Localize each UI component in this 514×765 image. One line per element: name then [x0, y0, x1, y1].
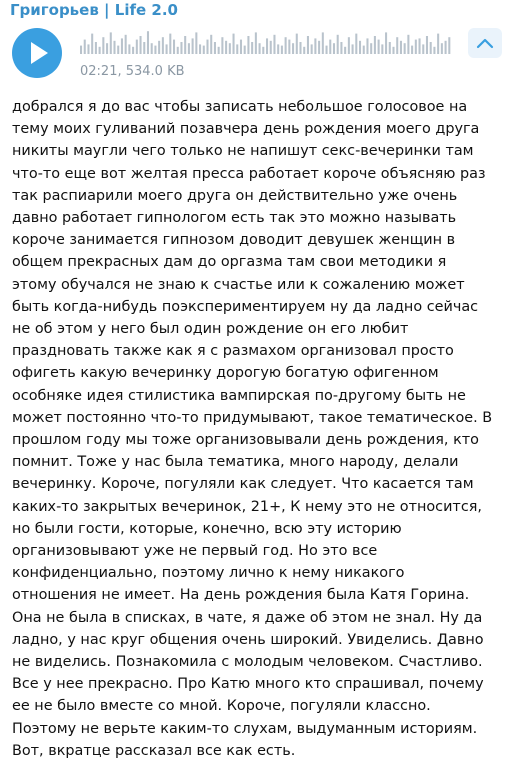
waveform-bar — [125, 35, 127, 54]
waveform-bar — [143, 42, 145, 54]
waveform-bar — [236, 44, 238, 54]
waveform-bar — [389, 42, 391, 54]
transcript-line: тему моих гуливаний позавчера день рождения моего друга — [12, 121, 480, 138]
waveform-bar — [218, 47, 220, 54]
waveform-bar — [396, 37, 398, 54]
waveform-bar — [169, 34, 171, 54]
waveform-bar — [348, 37, 350, 54]
voice-size: 534.0 KB — [125, 64, 185, 79]
waveform-bar — [404, 43, 406, 54]
waveform-bar — [162, 37, 164, 54]
voice-duration: 02:21 — [80, 64, 118, 79]
waveform-bar — [370, 43, 372, 54]
transcript-line: никиты маугли чего только не напишут секс-вечеринки там — [12, 143, 474, 160]
waveform-bar — [80, 46, 82, 54]
waveform-bar — [281, 46, 283, 54]
waveform-bar — [140, 36, 142, 54]
waveform-bar — [359, 41, 361, 54]
waveform-bar — [110, 32, 112, 54]
transcript-line: короче занимается гипнозом доводит девушек женщин в — [12, 232, 456, 249]
waveform-bar — [344, 47, 346, 54]
waveform-bar — [195, 32, 197, 54]
waveform-bar — [233, 34, 235, 54]
waveform-bar — [262, 47, 264, 54]
waveform-bar — [381, 44, 383, 54]
waveform-bar — [173, 40, 175, 54]
waveform-bar — [366, 38, 368, 54]
transcript-line: ладно, у нас круг общения очень широкий. Увиделись. Давно — [12, 631, 484, 648]
waveform-bar — [448, 37, 450, 54]
waveform-bar — [266, 38, 268, 54]
waveform-bar — [180, 42, 182, 54]
waveform-bar — [128, 44, 130, 54]
waveform-bar — [326, 46, 328, 54]
waveform-bar — [285, 37, 287, 54]
transcript-line: помнит. Тоже у нас была тематика, много народу, делали — [12, 454, 459, 471]
waveform-bar — [273, 35, 275, 54]
waveform-bar — [363, 46, 365, 54]
waveform-bar — [314, 38, 316, 54]
waveform-bar — [247, 36, 249, 54]
waveform-bar — [192, 38, 194, 54]
transcript-line: не об этом у него был один рождение он его любит — [12, 321, 409, 338]
voice-meta — [80, 64, 185, 79]
waveform-bar — [240, 40, 242, 54]
waveform-bar — [352, 44, 354, 54]
transcript-line: давно работает гипнологом есть так это можно называть — [12, 210, 457, 227]
waveform-bar — [378, 40, 380, 54]
transcript-line: офигеть какую вечеринку дорогую богатую офигенном — [12, 365, 439, 382]
waveform-bar — [255, 32, 257, 54]
waveform-bar — [136, 40, 138, 54]
waveform-bar — [422, 44, 424, 54]
waveform-bar — [244, 46, 246, 54]
transcript-line: Вот, вкратце рассказал все как есть. — [12, 742, 296, 759]
waveform-bar — [102, 37, 104, 54]
waveform-bar — [277, 44, 279, 54]
waveform-bar — [311, 44, 313, 54]
play-icon — [31, 42, 48, 64]
waveform-bar — [296, 34, 298, 54]
voice-player — [12, 26, 504, 82]
transcript-line: но были гости, которые, конечно, всю эту историю — [12, 520, 402, 537]
waveform-bar — [251, 42, 253, 54]
waveform-bar — [407, 35, 409, 54]
waveform-bar — [117, 46, 119, 54]
waveform-bar — [188, 43, 190, 54]
transcript-line: так распиарили моего друга он действительно уже очень — [12, 187, 458, 204]
waveform-bar — [132, 47, 134, 54]
transcript-line: организовывают уже не первый год. Но это все — [12, 543, 378, 560]
waveform-bar — [177, 47, 179, 54]
transcript-line: может постоянно что-то придумывают, такое тематическое. В — [12, 409, 493, 426]
waveform-bar — [221, 37, 223, 54]
waveform-bar — [158, 41, 160, 54]
transcript-line: каких-то закрытых вечеринок, 21+, К нему это не относится, — [12, 498, 482, 515]
waveform-bar — [154, 46, 156, 54]
transcript-line: праздновать также как я с размахом организовал просто — [12, 343, 454, 360]
waveform-bar — [415, 40, 417, 54]
meta-separator: , — [117, 64, 126, 79]
waveform-bar — [303, 47, 305, 54]
waveform-bar — [214, 42, 216, 54]
waveform-bar — [166, 44, 168, 54]
waveform-bar — [151, 43, 153, 54]
transcript-line: прошлом году мы тоже организовывали день рождения, кто — [12, 432, 479, 449]
transcript-line: особняке идея стилистика вампирская по-другому быть не — [12, 387, 466, 404]
waveform[interactable] — [80, 30, 452, 54]
transcript-line: Все у нее прекрасно. Про Катю много кто спрашивал, почему — [12, 676, 484, 693]
waveform-bar — [430, 42, 432, 54]
chevron-up-icon — [476, 35, 494, 51]
waveform-bar — [441, 43, 443, 54]
waveform-bar — [437, 34, 439, 54]
waveform-bar — [113, 41, 115, 54]
transcript-line: вечеринку. Короче, погуляли как следует. Что касается там — [12, 476, 474, 493]
transcript-line: ее не было вместе со мной. Короче, погуляли классно. — [12, 698, 431, 715]
waveform-bar — [411, 46, 413, 54]
waveform-bar — [329, 40, 331, 54]
waveform-bar — [270, 41, 272, 54]
transcript-line: отношения не имеет. На день рождения была Катя Горина. — [12, 587, 470, 604]
waveform-bar — [106, 43, 108, 54]
transcript-line: общем прекрасных дам до оргазма там свои методики я — [12, 254, 447, 271]
waveform-bar — [426, 36, 428, 54]
waveform-bar — [199, 44, 201, 54]
waveform-bar — [385, 32, 387, 54]
waveform-bar — [121, 38, 123, 54]
waveform-bar — [259, 43, 261, 54]
transcript-line: конфиденциально, поэтому лично к нему никакого — [12, 565, 405, 582]
waveform-bar — [333, 43, 335, 54]
transcript-text — [12, 96, 506, 762]
transcript-line: Поэтому не верьте каким-то слухам, выдуманным историям. — [12, 720, 478, 737]
waveform-bar — [225, 41, 227, 54]
waveform-bar — [445, 41, 447, 54]
transcript-line: добрался я до вас чтобы записать небольшое голосовое на — [12, 99, 468, 115]
waveform-bar — [433, 47, 435, 54]
waveform-bar — [95, 42, 97, 54]
waveform-bar — [87, 44, 89, 54]
transcript-line: не виделись. Познакомила с молодым человеком. Счастливо. — [12, 654, 483, 671]
transcript-line: быть когда-нибудь поэкспериментируем ну да ладно сейчас — [12, 298, 479, 315]
waveform-bar — [203, 46, 205, 54]
waveform-bar — [91, 34, 93, 54]
waveform-bar — [184, 36, 186, 54]
waveform-bar — [229, 43, 231, 54]
waveform-bar — [374, 36, 376, 54]
play-button[interactable] — [12, 28, 62, 78]
waveform-bar — [206, 40, 208, 54]
waveform-bar — [99, 47, 101, 54]
waveform-bar — [299, 42, 301, 54]
waveform-bar — [307, 36, 309, 54]
transcript-line: что-то еще вот желтая пресса работает короче объясняю раз — [12, 165, 486, 182]
waveform-bar — [288, 40, 290, 54]
waveform-bar — [318, 41, 320, 54]
waveform-bar — [337, 35, 339, 54]
transcribe-toggle-button[interactable] — [468, 28, 502, 58]
waveform-bar — [340, 42, 342, 54]
waveform-bar — [292, 43, 294, 54]
waveform-bar — [322, 32, 324, 54]
sender-name[interactable]: Григорьев | Life 2.0 — [10, 1, 178, 19]
transcript-line: Она не была в списках, в чате, я даже об этом не знал. Ну да — [12, 609, 483, 626]
waveform-bar — [210, 35, 212, 54]
waveform-bar — [84, 40, 86, 54]
waveform-bar — [419, 38, 421, 54]
waveform-bar — [400, 41, 402, 54]
waveform-bar — [355, 34, 357, 54]
transcript-line: этому обучался не знаю к счастье или к сожалению может — [12, 276, 465, 293]
waveform-bar — [392, 47, 394, 54]
waveform-bar — [147, 31, 149, 54]
